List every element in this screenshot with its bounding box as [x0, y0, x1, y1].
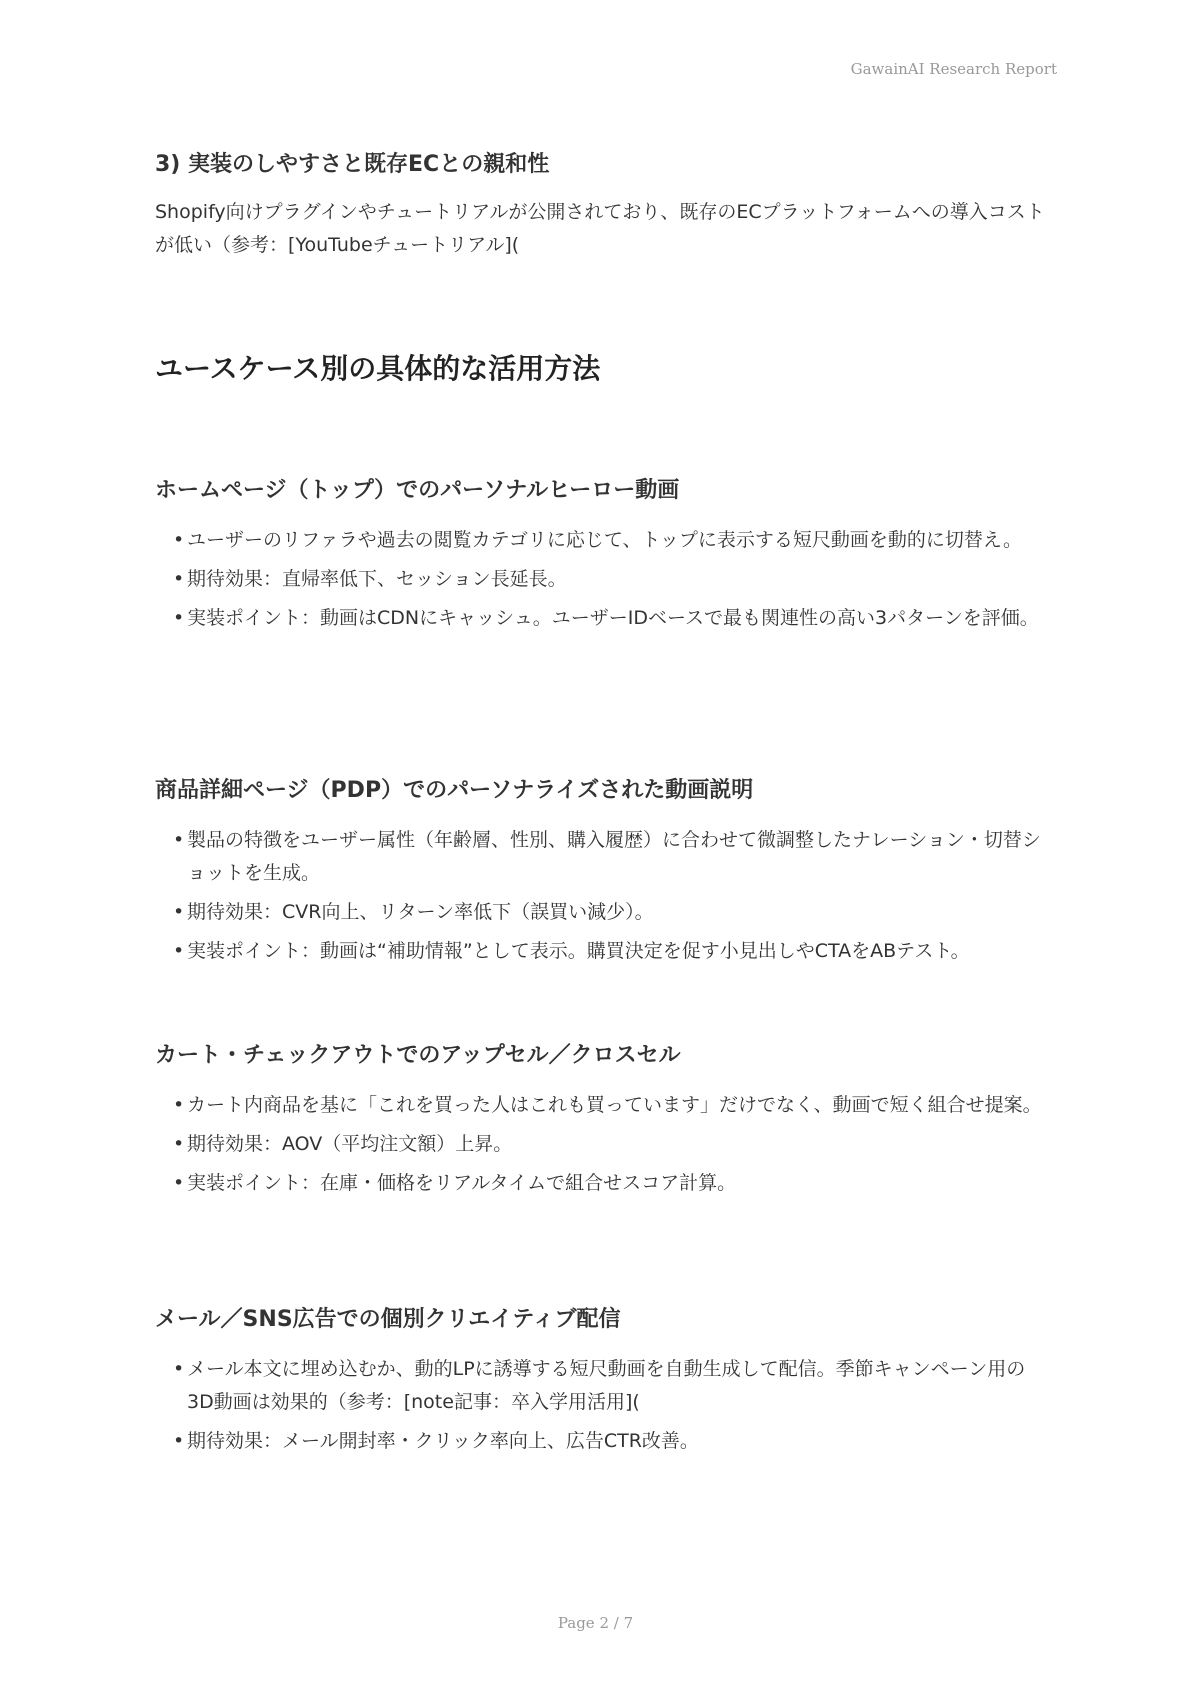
list-item: • 製品の特徴をユーザー属性（年齢層、性別、購入履歴）に合わせて微調整したナレーション・切替ショットを生成。: [155, 824, 1045, 890]
usecase-heading: 商品詳細ページ（PDP）でのパーソナライズされた動画説明: [155, 778, 754, 803]
usecase-heading: カート・チェックアウトでのアップセル／クロスセル: [155, 1043, 681, 1068]
list-item: • 期待効果：CVR向上、リターン率低下（誤買い減少）。: [155, 896, 1045, 929]
list-item: • 実装ポイント：在庫・価格をリアルタイムで組合せスコア計算。: [155, 1167, 1045, 1200]
bullet-list: [155, 1353, 1045, 1458]
bullet-list: [155, 524, 1045, 635]
page-number: Page 2 / 7: [557, 1614, 634, 1632]
list-item: • 実装ポイント：動画は“補助情報”として表示。購買決定を促す小見出しやCTAをABテスト。: [155, 935, 1045, 968]
usecases-title-block: [155, 349, 1045, 389]
list-item: • 期待効果：直帰率低下、セッション長延長。: [155, 563, 1045, 596]
list-item: • メール本文に埋め込むか、動的LPに誘導する短尺動画を自動生成して配信。季節キャンペーン用の3D動画は効果的（参考：[note記事：卒入学用活用](: [155, 1353, 1045, 1419]
usecases-heading: ユースケース別の具体的な活用方法: [155, 352, 601, 385]
usecase-heading: メール／SNS広告での個別クリエイティブ配信: [155, 1307, 621, 1332]
list-item: • 実装ポイント：動画はCDNにキャッシュ。ユーザーIDベースで最も関連性の高い3パターンを評価。: [155, 602, 1045, 635]
section-3: [155, 148, 1045, 262]
list-item: • カート内商品を基に「これを買った人はこれも買っています」だけでなく、動画で短く組合せ提案。: [155, 1089, 1045, 1122]
bullet-list: [155, 824, 1045, 968]
usecase-email-sns: [155, 1303, 1045, 1464]
list-item: • 期待効果：AOV（平均注文額）上昇。: [155, 1128, 1045, 1161]
usecase-homepage: [155, 474, 1045, 641]
running-header: GawainAI Research Report: [850, 60, 1057, 78]
section-heading: 3) 実装のしやすさと既存ECとの親和性: [155, 152, 550, 177]
list-item: • 期待効果：メール開封率・クリック率向上、広告CTR改善。: [155, 1425, 1045, 1458]
list-item: • ユーザーのリファラや過去の閲覧カテゴリに応じて、トップに表示する短尺動画を動的に切替え。: [155, 524, 1045, 557]
usecase-pdp: [155, 774, 1045, 974]
bullet-list: [155, 1089, 1045, 1200]
usecase-cart: [155, 1039, 1045, 1206]
section-body: Shopify向けプラグインやチュートリアルが公開されており、既存のECプラットフォームへの導入コストが低い（参考：[YouTubeチュートリアル](: [155, 201, 1045, 256]
usecase-heading: ホームページ（トップ）でのパーソナルヒーロー動画: [155, 478, 680, 503]
